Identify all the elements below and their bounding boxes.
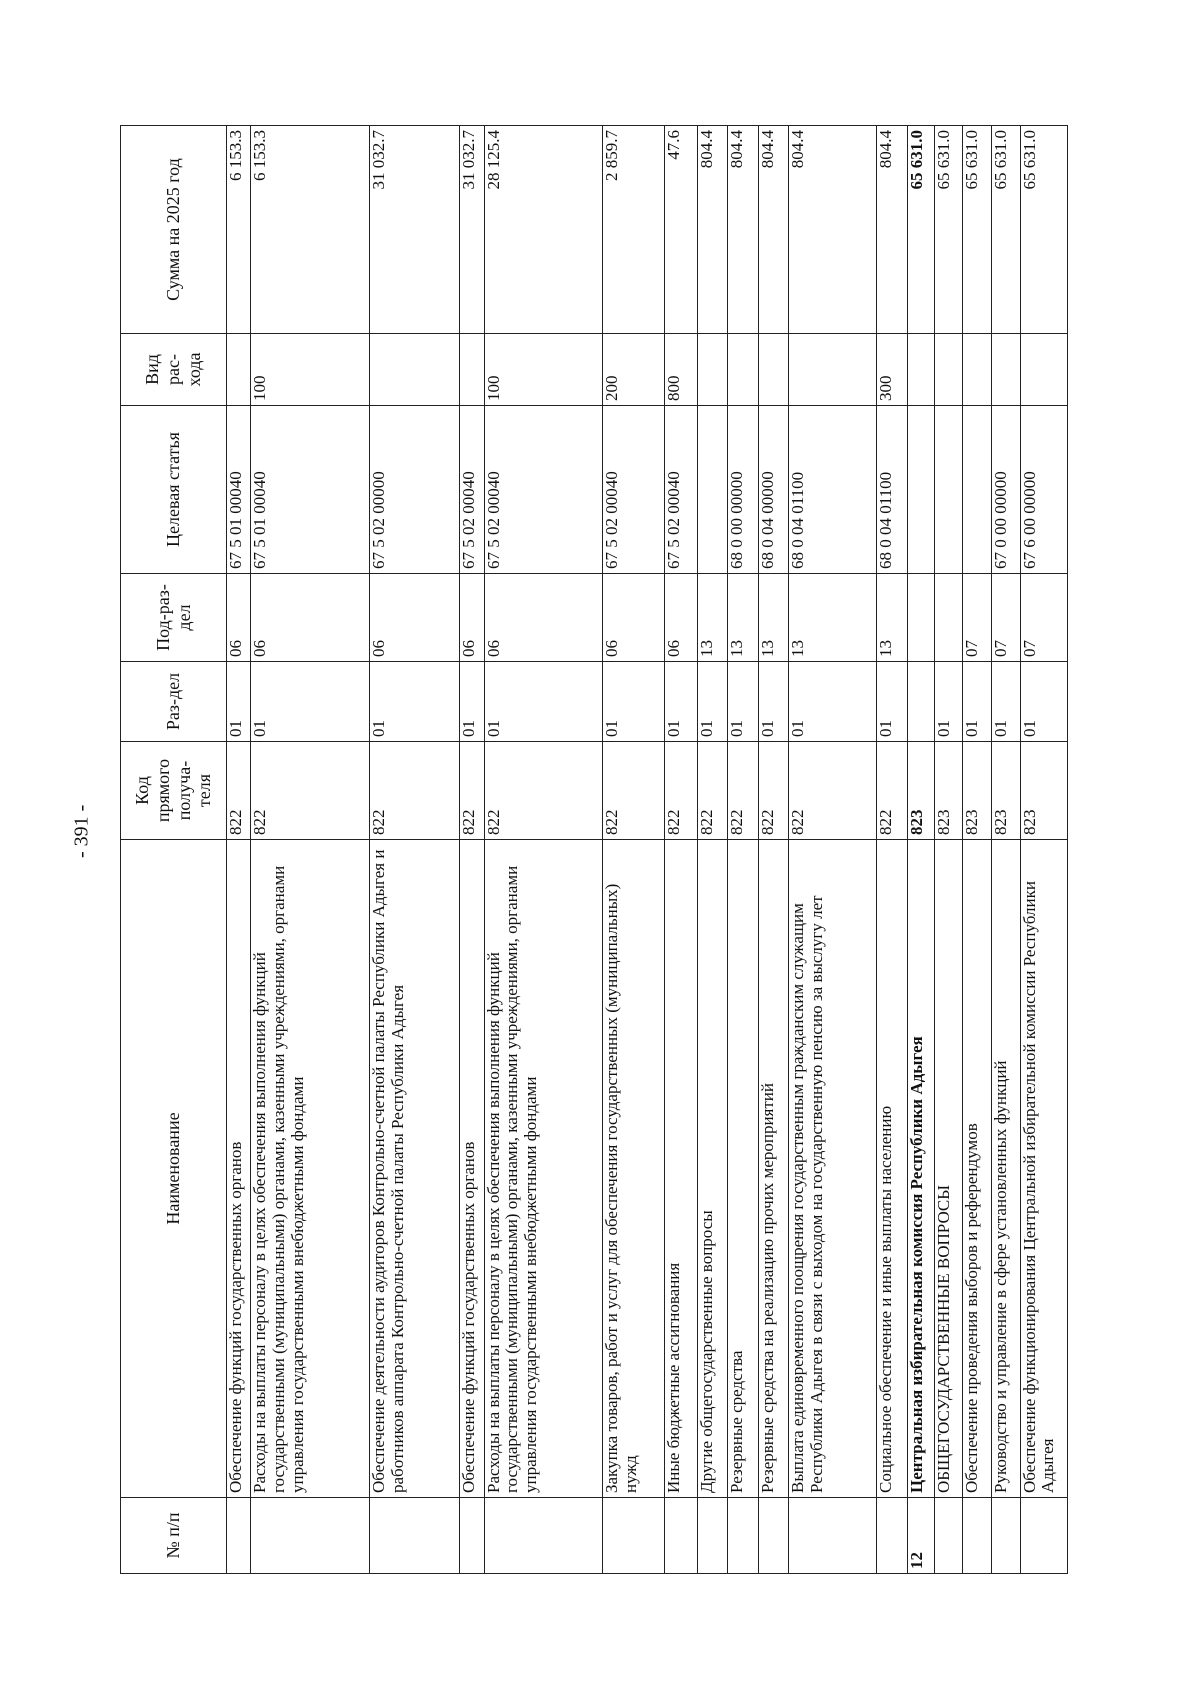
cell-name: ОБЩЕГОСУДАРСТВЕННЫЕ ВОПРОСЫ (934, 840, 963, 1498)
table-row (484, 126, 603, 1574)
table-row (908, 126, 934, 1574)
cell-num (484, 1498, 603, 1574)
cell-num (603, 1498, 665, 1574)
cell-num (251, 1498, 370, 1574)
table-row (1020, 126, 1067, 1574)
cell-podrazdel: 06 (460, 574, 484, 662)
cell-code: 823 (908, 742, 934, 840)
cell-name: Обеспечение функций государственных органов (460, 840, 484, 1498)
col-header-article: Целевая статья (121, 406, 227, 574)
table-row (758, 126, 789, 1574)
cell-article (908, 406, 934, 574)
cell-name: Расходы на выплаты персоналу в целях обеспечения выполнения функций государственными (муниципальными) органами, казенными учреждениями, органами управления государственными внебюджетными фондами (251, 840, 370, 1498)
cell-sum: 804.4 (789, 126, 877, 334)
cell-name: Обеспечение функционирования Центральной избирательной комиссии Республики Адыгея (1020, 840, 1067, 1498)
cell-razdel: 01 (665, 662, 698, 742)
cell-name: Обеспечение деятельности аудиторов Контрольно-счетной палаты Республики Адыгея и работников аппарата Контрольно-счетной палаты Республики Адыгея (370, 840, 460, 1498)
cell-vid (460, 334, 484, 406)
cell-sum: 804.4 (877, 126, 908, 334)
cell-podrazdel: 06 (484, 574, 603, 662)
cell-code: 822 (758, 742, 789, 840)
cell-code: 822 (789, 742, 877, 840)
cell-vid (1020, 334, 1067, 406)
cell-podrazdel: 13 (727, 574, 758, 662)
cell-article: 67 5 02 00040 (665, 406, 698, 574)
cell-vid: 100 (251, 334, 370, 406)
cell-podrazdel: 07 (963, 574, 992, 662)
cell-razdel: 01 (789, 662, 877, 742)
cell-podrazdel: 13 (877, 574, 908, 662)
cell-vid (727, 334, 758, 406)
table-row (227, 126, 251, 1574)
cell-num (934, 1498, 963, 1574)
rotated-table-container (120, 126, 1068, 1574)
cell-name: Выплата единовременного поощрения государственным гражданским служащим Республики Адыгея в связи с выходом на государственную пенсию за выслугу лет (789, 840, 877, 1498)
table-row (963, 126, 992, 1574)
cell-code: 822 (484, 742, 603, 840)
cell-code: 823 (991, 742, 1020, 840)
cell-article: 68 0 04 00000 (758, 406, 789, 574)
cell-sum: 6 153.3 (227, 126, 251, 334)
cell-name: Другие общегосударственные вопросы (698, 840, 728, 1498)
cell-num (665, 1498, 698, 1574)
cell-num (789, 1498, 877, 1574)
cell-name: Закупка товаров, работ и услуг для обеспечения государственных (муниципальных) нужд (603, 840, 665, 1498)
cell-vid (908, 334, 934, 406)
cell-name: Центральная избирательная комиссия Республики Адыгея (908, 840, 934, 1498)
cell-num (727, 1498, 758, 1574)
cell-code: 823 (963, 742, 992, 840)
cell-num (460, 1498, 484, 1574)
cell-article (963, 406, 992, 574)
cell-vid: 800 (665, 334, 698, 406)
cell-podrazdel: 13 (698, 574, 728, 662)
cell-code: 822 (877, 742, 908, 840)
cell-razdel: 01 (1020, 662, 1067, 742)
cell-sum: 47.6 (665, 126, 698, 334)
cell-num (963, 1498, 992, 1574)
cell-razdel: 01 (603, 662, 665, 742)
cell-razdel: 01 (484, 662, 603, 742)
col-header-vid: Вид рас-хода (121, 334, 227, 406)
cell-vid: 300 (877, 334, 908, 406)
budget-table (120, 125, 1068, 1574)
col-header-podrazdel: Под-раз-дел (121, 574, 227, 662)
cell-podrazdel: 06 (665, 574, 698, 662)
cell-podrazdel: 06 (603, 574, 665, 662)
cell-vid (934, 334, 963, 406)
cell-podrazdel: 13 (758, 574, 789, 662)
cell-article (698, 406, 728, 574)
table-row (727, 126, 758, 1574)
cell-podrazdel: 07 (1020, 574, 1067, 662)
cell-name: Резервные средства (727, 840, 758, 1498)
cell-code: 822 (251, 742, 370, 840)
cell-num (370, 1498, 460, 1574)
cell-num (227, 1498, 251, 1574)
table-row (665, 126, 698, 1574)
table-row (603, 126, 665, 1574)
cell-vid (991, 334, 1020, 406)
col-header-code: Код прямого получа-теля (121, 742, 227, 840)
cell-sum: 65 631.0 (991, 126, 1020, 334)
cell-sum: 28 125.4 (484, 126, 603, 334)
cell-vid (227, 334, 251, 406)
cell-code: 822 (603, 742, 665, 840)
cell-sum: 65 631.0 (963, 126, 992, 334)
cell-article: 68 0 00 00000 (727, 406, 758, 574)
cell-razdel: 01 (877, 662, 908, 742)
cell-razdel: 01 (727, 662, 758, 742)
cell-razdel (908, 662, 934, 742)
cell-podrazdel: 07 (991, 574, 1020, 662)
cell-sum: 65 631.0 (908, 126, 934, 334)
cell-article: 67 5 01 00040 (227, 406, 251, 574)
cell-podrazdel: 06 (370, 574, 460, 662)
cell-code: 822 (460, 742, 484, 840)
cell-vid (698, 334, 728, 406)
cell-code: 822 (698, 742, 728, 840)
cell-article: 67 5 02 00040 (460, 406, 484, 574)
table-row (991, 126, 1020, 1574)
cell-razdel: 01 (934, 662, 963, 742)
cell-podrazdel: 06 (227, 574, 251, 662)
cell-name: Социальное обеспечение и иные выплаты населению (877, 840, 908, 1498)
cell-article: 68 0 04 01100 (789, 406, 877, 574)
table-row (877, 126, 908, 1574)
cell-num (991, 1498, 1020, 1574)
col-header-sum: Сумма на 2025 год (121, 126, 227, 334)
cell-razdel: 01 (251, 662, 370, 742)
cell-podrazdel (908, 574, 934, 662)
cell-code: 822 (665, 742, 698, 840)
cell-sum: 65 631.0 (1020, 126, 1067, 334)
cell-article: 67 5 02 00000 (370, 406, 460, 574)
cell-sum: 6 153.3 (251, 126, 370, 334)
cell-razdel: 01 (991, 662, 1020, 742)
cell-article: 67 5 02 00040 (603, 406, 665, 574)
cell-sum: 804.4 (698, 126, 728, 334)
cell-name: Иные бюджетные ассигнования (665, 840, 698, 1498)
cell-razdel: 01 (758, 662, 789, 742)
cell-podrazdel: 13 (789, 574, 877, 662)
cell-vid (370, 334, 460, 406)
table-row (251, 126, 370, 1574)
cell-vid (789, 334, 877, 406)
table-header-row (121, 126, 227, 1574)
table-row (934, 126, 963, 1574)
cell-sum: 31 032.7 (460, 126, 484, 334)
cell-podrazdel: 06 (251, 574, 370, 662)
cell-article: 67 6 00 00000 (1020, 406, 1067, 574)
cell-vid (758, 334, 789, 406)
table-row (460, 126, 484, 1574)
cell-num (758, 1498, 789, 1574)
cell-vid: 200 (603, 334, 665, 406)
cell-razdel: 01 (370, 662, 460, 742)
cell-sum: 2 859.7 (603, 126, 665, 334)
cell-num (698, 1498, 728, 1574)
cell-article: 67 5 01 00040 (251, 406, 370, 574)
cell-sum: 804.4 (758, 126, 789, 334)
cell-vid: 100 (484, 334, 603, 406)
col-header-num: № п/п (121, 1498, 227, 1574)
cell-code: 823 (1020, 742, 1067, 840)
cell-name: Обеспечение функций государственных органов (227, 840, 251, 1498)
cell-name: Руководство и управление в сфере установленных функций (991, 840, 1020, 1498)
table-row (789, 126, 877, 1574)
cell-sum: 31 032.7 (370, 126, 460, 334)
cell-razdel: 01 (963, 662, 992, 742)
cell-name: Обеспечение проведения выборов и референдумов (963, 840, 992, 1498)
cell-num: 12 (908, 1498, 934, 1574)
cell-code: 823 (934, 742, 963, 840)
col-header-razdel: Раз-дел (121, 662, 227, 742)
cell-podrazdel (934, 574, 963, 662)
cell-razdel: 01 (227, 662, 251, 742)
cell-article (934, 406, 963, 574)
col-header-name: Наименование (121, 840, 227, 1498)
cell-sum: 65 631.0 (934, 126, 963, 334)
cell-num (877, 1498, 908, 1574)
cell-num (1020, 1498, 1067, 1574)
cell-code: 822 (227, 742, 251, 840)
cell-razdel: 01 (460, 662, 484, 742)
cell-razdel: 01 (698, 662, 728, 742)
cell-vid (963, 334, 992, 406)
table-row (370, 126, 460, 1574)
cell-name: Расходы на выплаты персоналу в целях обеспечения выполнения функций государственными (муниципальными) органами, казенными учреждениями, органами управления государственными внебюджетными фондами (484, 840, 603, 1498)
cell-article: 67 0 00 00000 (991, 406, 1020, 574)
cell-code: 822 (370, 742, 460, 840)
cell-code: 822 (727, 742, 758, 840)
table-row (698, 126, 728, 1574)
cell-sum: 804.4 (727, 126, 758, 334)
cell-article: 68 0 04 01100 (877, 406, 908, 574)
page-number: - 391 - (70, 804, 93, 858)
cell-name: Резервные средства на реализацию прочих мероприятий (758, 840, 789, 1498)
cell-article: 67 5 02 00040 (484, 406, 603, 574)
